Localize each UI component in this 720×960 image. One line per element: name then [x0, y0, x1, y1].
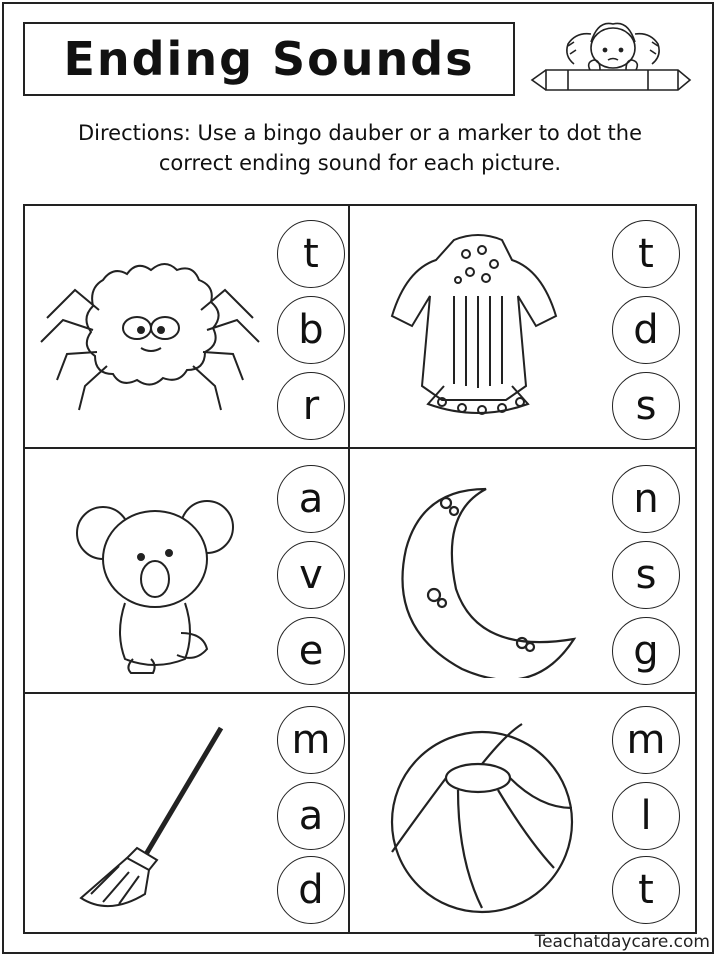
ball-icon: [358, 708, 598, 923]
directions-line-1: Directions: Use a bingo dauber or a marker to dot the: [77, 121, 643, 145]
choice-circle[interactable]: r: [277, 372, 345, 440]
title-box: [23, 22, 515, 96]
choice-circle[interactable]: m: [277, 706, 345, 774]
footer-credit: Teachatdaycare.com: [534, 932, 710, 952]
choice-circle[interactable]: n: [612, 465, 680, 533]
choice-circle[interactable]: m: [612, 706, 680, 774]
directions: [20, 118, 700, 178]
cell-dress: [350, 206, 685, 449]
choice-circle[interactable]: t: [612, 856, 680, 924]
choice-circle[interactable]: s: [612, 372, 680, 440]
choice-circle[interactable]: g: [612, 617, 680, 685]
cell-ball: [350, 694, 685, 937]
directions-line-2: correct ending sound for each picture.: [158, 151, 562, 175]
choice-circle[interactable]: v: [277, 541, 345, 609]
choice-circle[interactable]: a: [277, 782, 345, 850]
moon-icon: [358, 463, 598, 678]
choice-circle[interactable]: s: [612, 541, 680, 609]
broom-icon: [33, 708, 273, 923]
cell-broom: [25, 694, 360, 937]
cell-moon: [350, 449, 685, 692]
cell-koala: [25, 449, 360, 692]
choice-circle[interactable]: d: [277, 856, 345, 924]
choice-circle[interactable]: t: [612, 220, 680, 288]
dress-icon: [358, 220, 598, 435]
spider-icon: [33, 220, 273, 435]
choice-circle[interactable]: a: [277, 465, 345, 533]
cell-spider: [25, 206, 360, 449]
choice-circle[interactable]: l: [612, 782, 680, 850]
choice-circle[interactable]: d: [612, 296, 680, 364]
choice-circle[interactable]: t: [277, 220, 345, 288]
koala-icon: [33, 463, 273, 678]
girl-pencil-icon: [528, 12, 698, 100]
page-title: Ending Sounds: [63, 32, 475, 86]
choice-circle[interactable]: e: [277, 617, 345, 685]
choice-circle[interactable]: b: [277, 296, 345, 364]
